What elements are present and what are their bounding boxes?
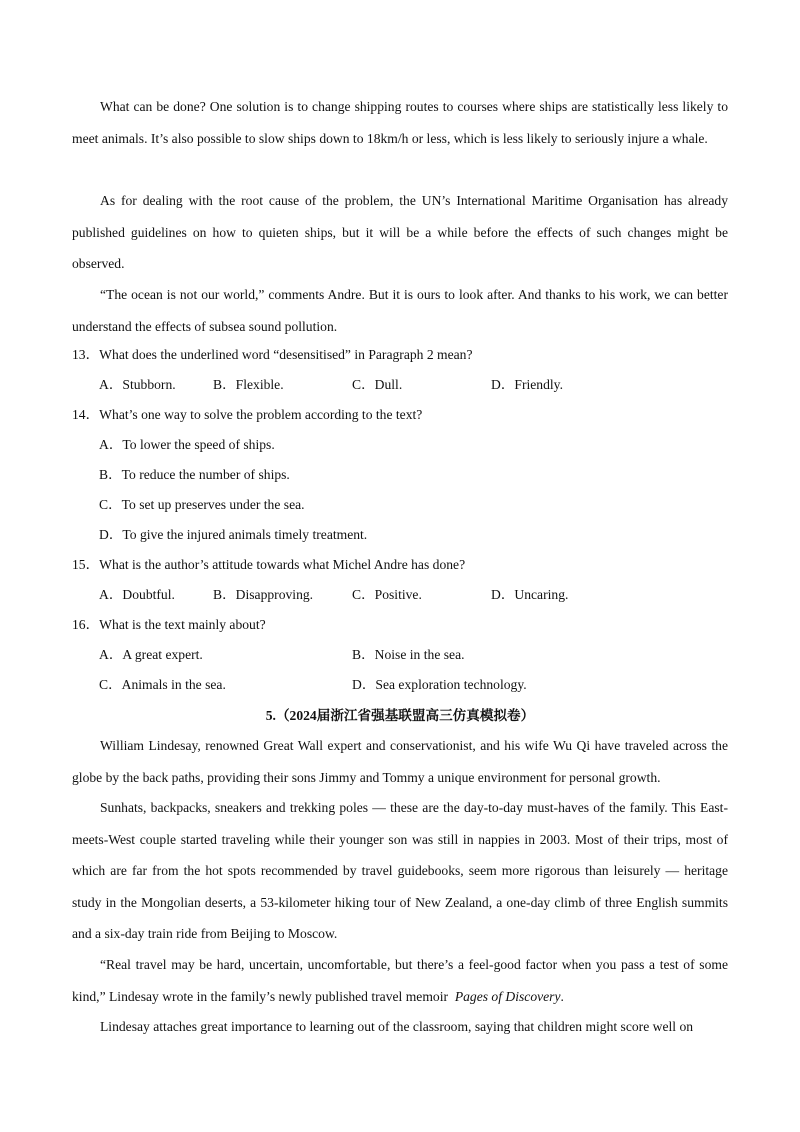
question-14-option-d: D．To give the injured animals timely treatment. (99, 527, 368, 542)
question-15-stem: 15．What is the author’s attitude towards what Michel Andre has done? (72, 557, 466, 572)
memoir-title: Pages of Discovery (454, 988, 561, 1004)
question-15-option-c: C．Positive. (352, 587, 422, 602)
question-16-stem: 16．What is the text mainly about? (72, 617, 266, 632)
question-13-option-c: C．Dull. (352, 377, 403, 392)
question-14-stem: 14．What’s one way to solve the problem according to the text? (72, 407, 423, 422)
question-16-option-b: B．Noise in the sea. (352, 647, 465, 662)
paragraph-real-travel (72, 949, 728, 1012)
question-15-option-a: A．Doubtful. (99, 587, 175, 602)
paragraph-family-trips: Sunhats, backpacks, sneakers and trekking poles — these are the day-to-day must-haves of the family. This East-meets-West couple started traveling while their younger son was still in nappies in 2003. Most of their trips, most of which are far from the hot spots recommended by travel guidebooks, seem more rigorous than leisurely — heritage study in the Mongolian deserts, a 53-kilometer hiking tour of New Zealand, a one-day climb of three English summits and a six-day train ride from Beijing to Moscow. (72, 800, 728, 942)
question-13-stem: 13．What does the underlined word “desensitised” in Paragraph 2 mean? (72, 347, 473, 362)
section-heading: 5.（2024届浙江省强基联盟高三仿真模拟卷） (265, 708, 535, 723)
question-15-option-d: D．Uncaring. (491, 587, 569, 602)
question-15-option-b: B．Disapproving. (213, 587, 314, 602)
question-16-option-a: A．A great expert. (99, 647, 203, 662)
question-13-option-d: D．Friendly. (491, 377, 563, 392)
question-16-option-d: D．Sea exploration technology. (352, 677, 527, 692)
paragraph-andre-quote: “The ocean is not our world,” comments Andre. But it is ours to look after. And thanks to his work, we can better understand the effects of subsea sound pollution. (72, 287, 728, 334)
question-14-option-b: B．To reduce the number of ships. (99, 467, 290, 482)
paragraph-lindesay-intro: William Lindesay, renowned Great Wall expert and conservationist, and his wife Wu Qi have traveled across the globe by the back paths, providing their sons Jimmy and Tommy a unique environment for personal growth. (72, 738, 728, 785)
question-13-option-a: A．Stubborn. (99, 377, 176, 392)
question-13-option-b: B．Flexible. (213, 377, 284, 392)
question-14-option-a: A．To lower the speed of ships. (99, 437, 275, 452)
question-14-option-c: C．To set up preserves under the sea. (99, 497, 305, 512)
real-travel-end: . (560, 988, 564, 1004)
paragraph-shipping-routes: What can be done? One solution is to change shipping routes to courses where ships are statistically less likely to meet animals. It’s also possible to slow ships down to 18km/h or less, which is less likely to seriously injure a whale. (72, 99, 728, 146)
question-16-option-c: C．Animals in the sea. (99, 677, 226, 692)
paragraph-maritime-guidelines: As for dealing with the root cause of the problem, the UN’s International Maritime Organisation has already published guidelines on how to quieten ships, but it will be a while before the effects of such changes might be observed. (72, 193, 728, 272)
paragraph-learning-outside: Lindesay attaches great importance to learning out of the classroom, saying that children might score well on (100, 1019, 694, 1034)
real-travel-text: “Real travel may be hard, uncertain, uncomfortable, but there’s a feel-good factor when you pass a test of some kind,” Lindesay wrote in the family’s newly published travel memoir (72, 957, 728, 1004)
